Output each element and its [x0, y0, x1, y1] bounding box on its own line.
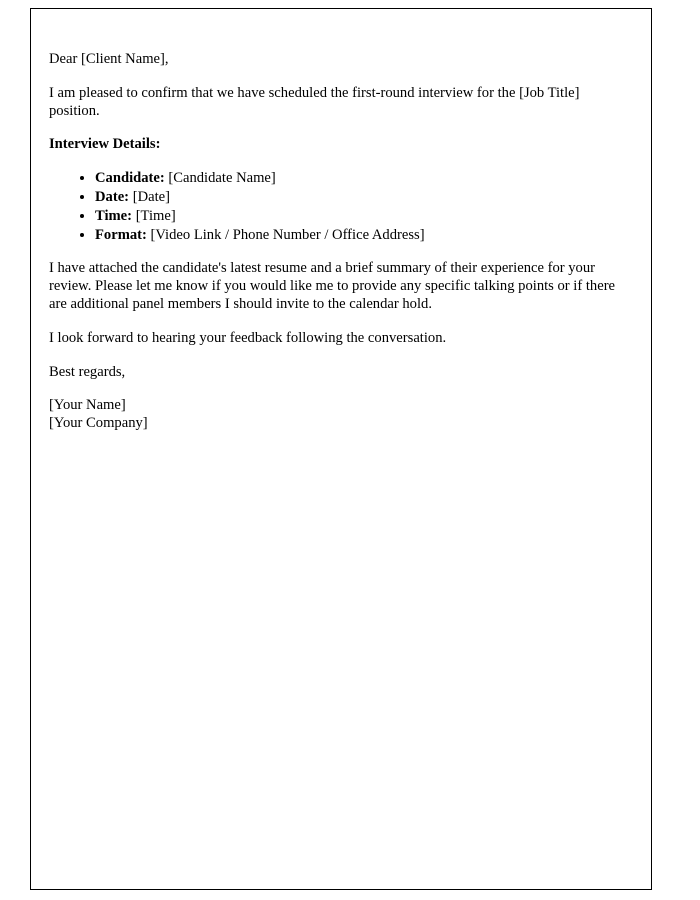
detail-value-candidate: [Candidate Name] — [168, 170, 276, 187]
letter-page — [30, 8, 652, 890]
detail-item-candidate — [95, 170, 633, 188]
signature-name: [Your Name] — [49, 397, 126, 414]
signature-company: [Your Company] — [49, 415, 148, 432]
detail-value-date: [Date] — [132, 188, 170, 205]
closing: Best regards, — [49, 363, 126, 380]
detail-value-time: [Time] — [135, 207, 176, 224]
detail-item-time — [95, 208, 633, 226]
detail-label-candidate: Candidate: — [95, 170, 165, 187]
detail-label-date: Date: — [95, 188, 130, 205]
detail-item-date — [95, 189, 633, 207]
attachment-paragraph: I have attached the candidate's latest resume and a brief summary of their experience for your review. Please let me know if you would like me to provide any specific talking points or if there are additional panel members I should invite to the calendar hold. — [49, 260, 616, 312]
detail-value-format: [Video Link / Phone Number / Office Address] — [150, 226, 425, 243]
signature-block — [49, 397, 633, 433]
letter-body — [31, 9, 651, 433]
intro-paragraph: I am pleased to confirm that we have scheduled the first-round interview for the [Job Title] position. — [49, 84, 580, 119]
detail-label-format: Format: — [95, 226, 147, 243]
details-heading: Interview Details: — [49, 136, 161, 153]
details-list — [49, 170, 633, 244]
feedback-paragraph: I look forward to hearing your feedback following the conversation. — [49, 329, 447, 346]
detail-label-time: Time: — [95, 207, 133, 224]
salutation: Dear [Client Name], — [49, 51, 169, 67]
detail-item-format — [95, 227, 633, 245]
